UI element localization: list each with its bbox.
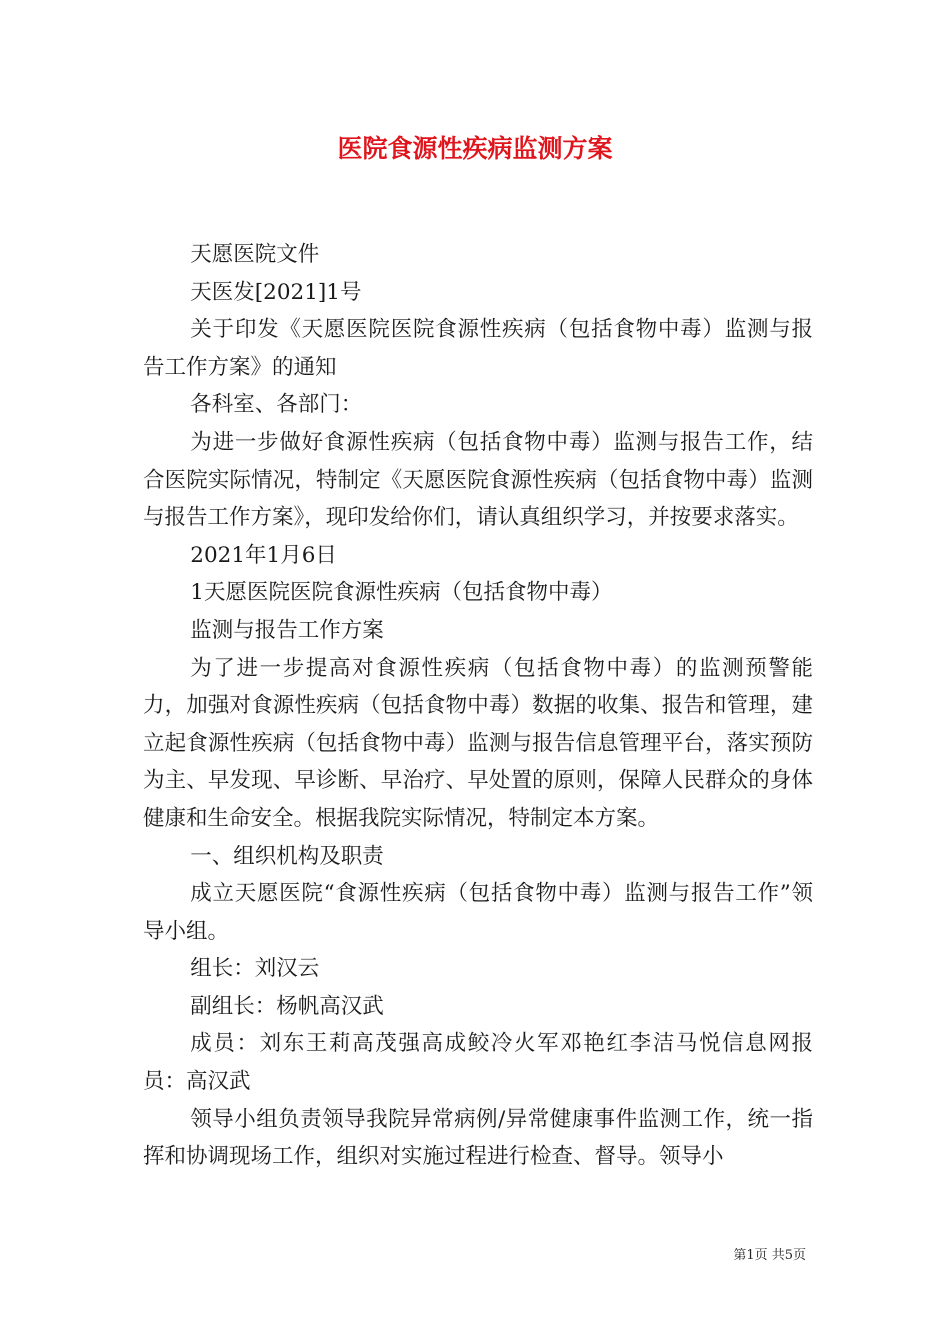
- paragraph-notice-body: 为进一步做好食源性疾病（包括食物中毒）监测与报告工作，结合医院实际情况，特制定《天愿医院食源性疾病（包括食物中毒）监测与报告工作方案》，现印发给你们，请认真组织学习，并按要求落实。: [143, 429, 813, 531]
- paragraph-date: 2021年1月6日: [190, 542, 337, 568]
- paragraph-doc-number: 天医发[2021]1号: [190, 279, 362, 305]
- document-body: [143, 236, 813, 1176]
- paragraph-group-duties: 领导小组负责领导我院异常病例/异常健康事件监测工作，统一指挥和协调现场工作，组织对实施过程进行检查、督导。领导小: [143, 1106, 813, 1170]
- paragraph-plan-purpose: 为了进一步提高对食源性疾病（包括食物中毒）的监测预警能力，加强对食源性疾病（包括食物中毒）数据的收集、报告和管理，建立起食源性疾病（包括食物中毒）监测与报告信息管理平台，落实预防为主、早发现、早诊断、早治疗、早处置的原则，保障人民群众的身体健康和生命安全。根据我院实际情况，特制定本方案。: [143, 655, 813, 831]
- paragraph-deputy-leader: 副组长：杨帆高汉武: [190, 993, 384, 1019]
- paragraph-members: 成员：刘东王莉高茂强高成鲛冷火军邓艳红李洁马悦信息网报员：高汉武: [143, 1031, 813, 1095]
- page-number: 第1页 共5页: [733, 1248, 806, 1263]
- paragraph-recipients: 各科室、各部门：: [190, 392, 363, 418]
- document-title: 医院食源性疾病监测方案: [337, 134, 613, 163]
- paragraph-group-established: 成立天愿医院“食源性疾病（包括食物中毒）监测与报告工作”领导小组。: [143, 881, 813, 944]
- paragraph-issuer: 天愿医院文件: [190, 242, 320, 267]
- paragraph-notice-title: 关于印发《天愿医院医院食源性疾病（包括食物中毒）监测与报告工作方案》的通知: [143, 317, 813, 380]
- section-heading-organization: 一、组织机构及职责: [190, 843, 384, 869]
- paragraph-plan-title-2: 监测与报告工作方案: [190, 617, 384, 643]
- paragraph-plan-title-1: 1天愿医院医院食源性疾病（包括食物中毒）: [190, 580, 613, 606]
- paragraph-group-leader: 组长：刘汉云: [190, 956, 320, 982]
